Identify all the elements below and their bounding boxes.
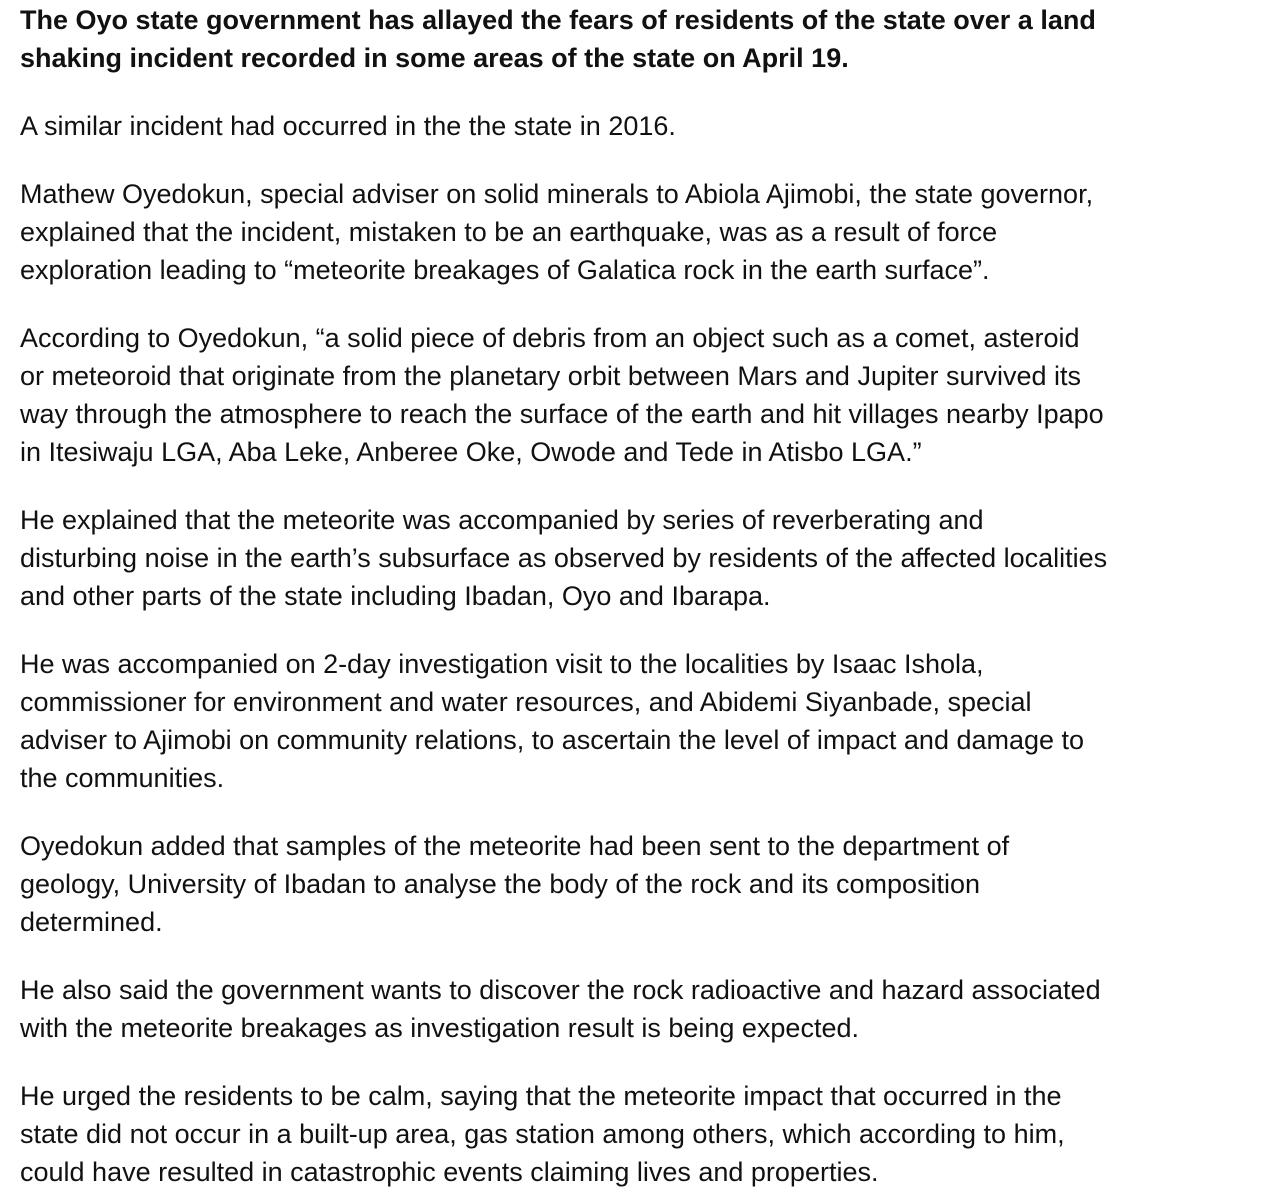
paragraph-line: He urged the residents to be calm, saying that the meteorite impact that occurred in the <box>20 1081 1062 1111</box>
paragraph-line: He was accompanied on 2-day investigation visit to the localities by Isaac Ishola, <box>20 649 984 679</box>
paragraph-debris-quote <box>20 289 1250 471</box>
paragraph-line: According to Oyedokun, “a solid piece of debris from an object such as a comet, asteroid <box>20 323 1080 353</box>
paragraph-line: way through the atmosphere to reach the surface of the earth and hit villages nearby Ipapo <box>20 399 1104 429</box>
paragraph-investigation-visit <box>20 615 1250 797</box>
paragraph-line: state did not occur in a built-up area, gas station among others, which according to him, <box>20 1119 1065 1149</box>
paragraph-line: He also said the government wants to discover the rock radioactive and hazard associated <box>20 975 1101 1005</box>
paragraph-line: in Itesiwaju LGA, Aba Leke, Anberee Oke, Owode and Tede in Atisbo LGA.” <box>20 437 922 467</box>
paragraph-line: Oyedokun added that samples of the meteorite had been sent to the department of <box>20 831 1010 861</box>
lead-line: The Oyo state government has allayed the fears of residents of the state over a land <box>20 5 1096 35</box>
paragraph-line: explained that the incident, mistaken to be an earthquake, was as a result of force <box>20 217 998 247</box>
paragraph-line: Mathew Oyedokun, special adviser on solid minerals to Abiola Ajimobi, the state governor, <box>20 179 1094 209</box>
paragraph-radioactive-hazard <box>20 941 1250 1047</box>
paragraph-line: exploration leading to “meteorite breakages of Galatica rock in the earth surface”. <box>20 255 990 285</box>
paragraph-line: could have resulted in catastrophic events claiming lives and properties. <box>20 1157 879 1187</box>
article-lead <box>20 0 1250 77</box>
paragraph-line: the communities. <box>20 763 225 793</box>
paragraph-line: or meteoroid that originate from the planetary orbit between Mars and Jupiter survived its <box>20 361 1082 391</box>
paragraph-line: and other parts of the state including Ibadan, Oyo and Ibarapa. <box>20 581 771 611</box>
paragraph-line: A similar incident had occurred in the the state in 2016. <box>20 111 676 141</box>
paragraph-line: disturbing noise in the earth’s subsurface as observed by residents of the affected localities <box>20 543 1108 573</box>
lead-line: shaking incident recorded in some areas of the state on April 19. <box>20 43 849 73</box>
paragraph-line: determined. <box>20 907 163 937</box>
paragraph-samples-sent <box>20 797 1250 941</box>
paragraph-oyedokun-explanation <box>20 145 1250 289</box>
paragraph-line: with the meteorite breakages as investigation result is being expected. <box>20 1013 859 1043</box>
paragraph-similar-incident <box>20 77 1250 145</box>
paragraph-line: geology, University of Ibadan to analyse the body of the rock and its composition <box>20 869 981 899</box>
paragraph-line: He explained that the meteorite was accompanied by series of reverberating and <box>20 505 984 535</box>
paragraph-line: commissioner for environment and water resources, and Abidemi Siyanbade, special <box>20 687 1032 717</box>
paragraph-reverberating-noise <box>20 471 1250 615</box>
paragraph-line: adviser to Ajimobi on community relations, to ascertain the level of impact and damage to <box>20 725 1085 755</box>
paragraph-urged-calm <box>20 1047 1250 1191</box>
